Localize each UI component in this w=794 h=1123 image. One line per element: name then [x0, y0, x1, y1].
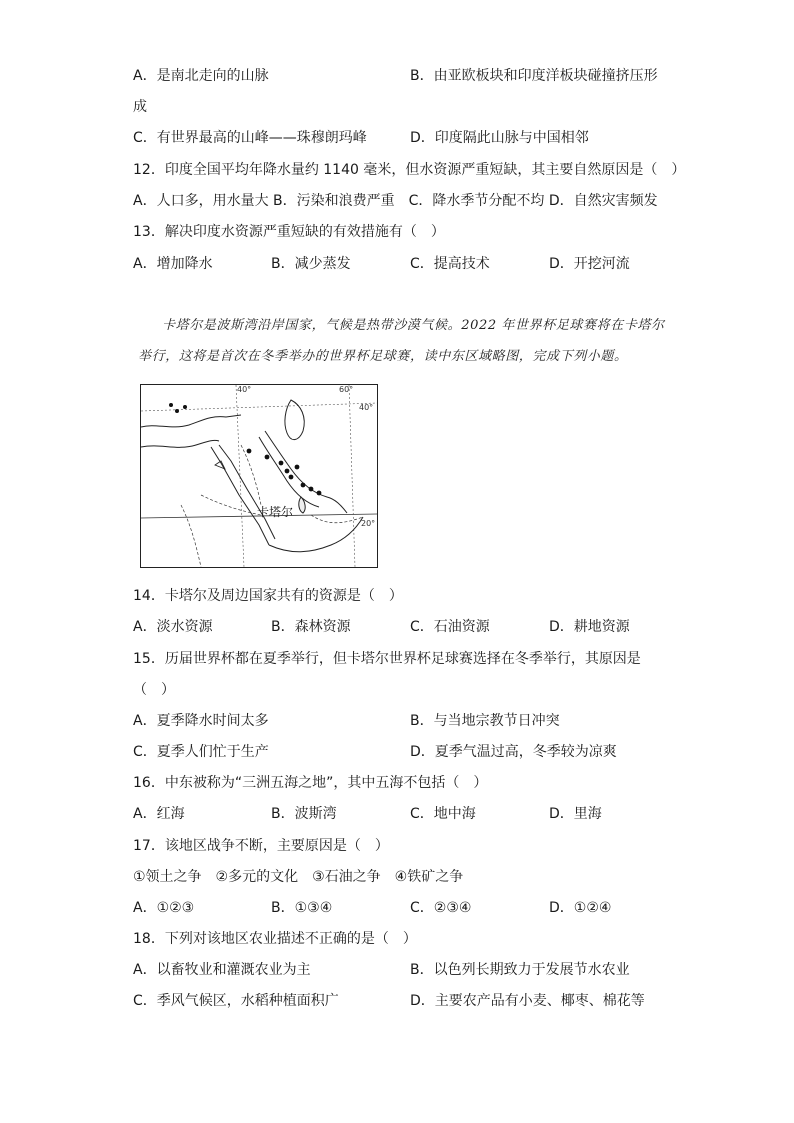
q14-option-a: A．淡水资源	[133, 619, 213, 635]
q16-option-a: A．红海	[133, 806, 185, 822]
q11-option-a: A．是南北走向的山脉	[133, 68, 269, 84]
q16-stem: 16．中东被称为“三洲五海之地”，其中五海不包括（ ）	[133, 775, 488, 791]
q17-option-d: D．①②④	[549, 900, 612, 916]
reading-passage: 卡塔尔是波斯湾沿岸国家，气候是热带沙漠气候。2022 年世界杯足球赛将在卡塔尔举行，这将是首次在冬季举办的世界杯足球赛，读中东区域略图，完成下列小题。	[138, 318, 665, 364]
q12-stem: 12．印度全国平均年降水量约 1140 毫米，但水资源严重短缺，其主要自然原因是（ ）	[133, 162, 686, 178]
q14-option-d: D．耕地资源	[549, 619, 630, 635]
map-drawing	[141, 385, 377, 567]
q11-option-c: C．有世界最高的山峰——珠穆朗玛峰	[133, 130, 367, 146]
q13-option-a: A．增加降水	[133, 256, 213, 272]
longitude-label-60: 60°	[339, 385, 354, 394]
q13-option-d: D．开挖河流	[549, 256, 630, 272]
q18-stem: 18．下列对该地区农业描述不正确的是（ ）	[133, 931, 417, 947]
middle-east-map	[140, 384, 378, 568]
q13-stem: 13．解决印度水资源严重短缺的有效措施有（ ）	[133, 224, 445, 240]
longitude-label-40: 40°	[237, 385, 252, 394]
q15-option-d: D．夏季气温过高，冬季较为凉爽	[410, 744, 617, 760]
qatar-label: 卡塔尔	[257, 505, 294, 519]
q17-option-c: C．②③④	[410, 900, 472, 916]
q17-items: ①领土之争 ②多元的文化 ③石油之争 ④铁矿之争	[133, 869, 464, 885]
q11-option-b: B．由亚欧板块和印度洋板块碰撞挤压形	[410, 68, 658, 84]
q18-option-a: A．以畜牧业和灌溉农业为主	[133, 962, 311, 978]
q11-option-b-continued: 成	[133, 99, 147, 115]
q17-option-a: A．①②③	[133, 900, 195, 916]
q15-option-b: B．与当地宗教节日冲突	[410, 713, 560, 729]
q15-stem-continued: （ ）	[133, 682, 175, 698]
q12-options: A．人口多，用水量大 B．污染和浪费严重 C．降水季节分配不均 D．自然灾害频发	[133, 193, 658, 209]
q11-option-d: D．印度隔此山脉与中国相邻	[410, 130, 589, 146]
q13-option-c: C．提高技术	[410, 256, 490, 272]
q17-option-b: B．①③④	[271, 900, 333, 916]
q15-option-c: C．夏季人们忙于生产	[133, 744, 269, 760]
latitude-label-20: 20°	[361, 519, 376, 528]
q14-option-b: B．森林资源	[271, 619, 351, 635]
q15-option-a: A．夏季降水时间太多	[133, 713, 269, 729]
q18-option-b: B．以色列长期致力于发展节水农业	[410, 962, 630, 978]
q18-option-d: D．主要农产品有小麦、椰枣、棉花等	[410, 993, 645, 1009]
q13-option-b: B．减少蒸发	[271, 256, 351, 272]
q15-stem: 15．历届世界杯都在夏季举行，但卡塔尔世界杯足球赛选择在冬季举行，其原因是	[133, 651, 641, 667]
q18-option-c: C．季风气候区，水稻种植面积广	[133, 993, 339, 1009]
q14-option-c: C．石油资源	[410, 619, 490, 635]
q16-option-d: D．里海	[549, 806, 602, 822]
q14-stem: 14．卡塔尔及周边国家共有的资源是（ ）	[133, 588, 403, 604]
q16-option-c: C．地中海	[410, 806, 476, 822]
q17-stem: 17．该地区战争不断，主要原因是（ ）	[133, 838, 389, 854]
latitude-label-40: 40°	[359, 403, 374, 412]
q16-option-b: B．波斯湾	[271, 806, 337, 822]
